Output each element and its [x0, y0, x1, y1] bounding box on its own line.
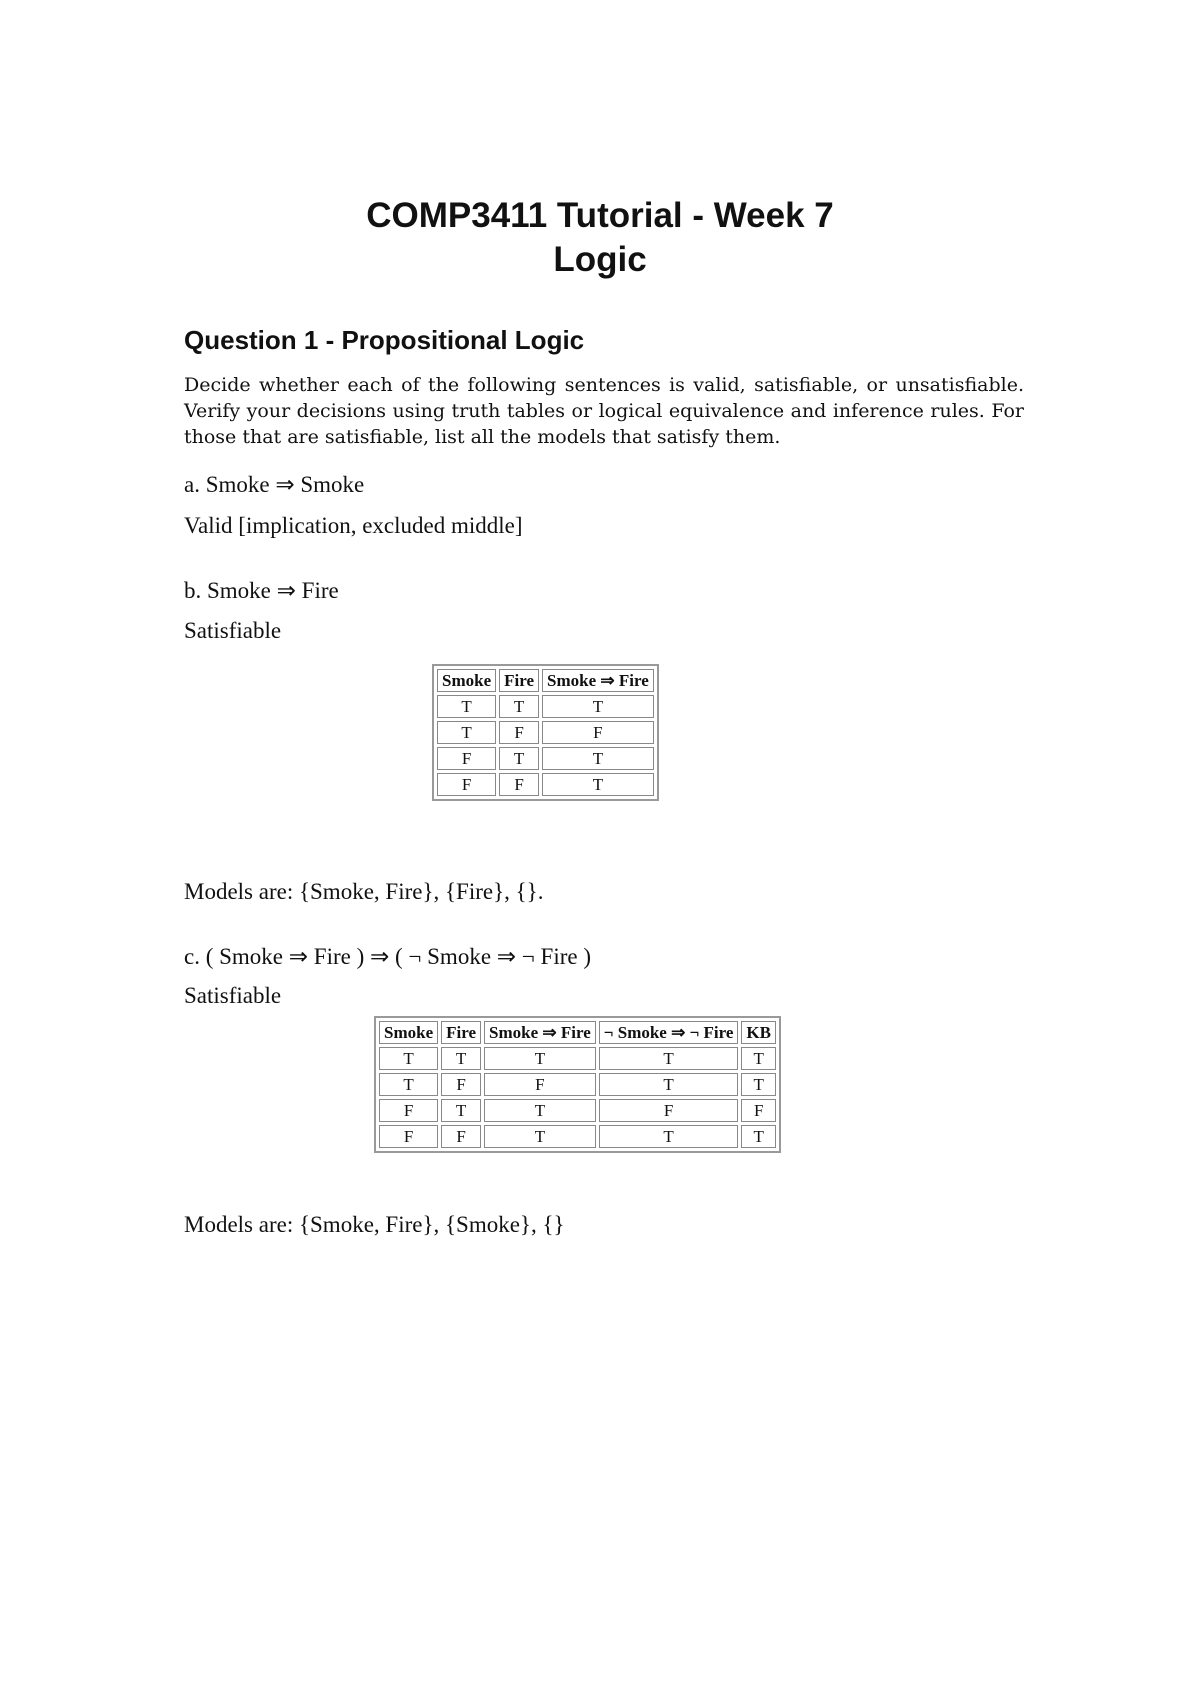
table-cell: T	[484, 1047, 596, 1070]
table-cell: T	[437, 695, 496, 718]
table-row	[379, 1047, 776, 1070]
page-subtitle: Logic	[553, 240, 647, 279]
table-header-cell: Smoke	[437, 669, 496, 692]
table-cell: T	[542, 773, 654, 796]
table-header-cell: Smoke ⇒ Fire	[484, 1021, 596, 1044]
table-cell: F	[484, 1073, 596, 1096]
table-cell: T	[499, 695, 539, 718]
table-cell: T	[542, 695, 654, 718]
truth-table-header-row	[379, 1021, 776, 1044]
table-cell: F	[599, 1099, 739, 1122]
table-cell: F	[499, 773, 539, 796]
table-cell: T	[441, 1047, 481, 1070]
table-cell: T	[599, 1125, 739, 1148]
table-cell: T	[437, 721, 496, 744]
part-c-models: Models are: {Smoke, Fire}, {Smoke}, {}	[184, 1212, 565, 1237]
table-cell: T	[484, 1099, 596, 1122]
part-b-sentence: b. Smoke ⇒ Fire	[184, 578, 339, 603]
table-cell: T	[542, 747, 654, 770]
table-row	[379, 1073, 776, 1096]
table-cell: T	[599, 1073, 739, 1096]
table-header-cell: Smoke ⇒ Fire	[542, 669, 654, 692]
table-cell: T	[379, 1047, 438, 1070]
table-cell: F	[542, 721, 654, 744]
table-row	[437, 721, 654, 744]
part-c-answer: Satisfiable	[184, 983, 282, 1008]
page-title: COMP3411 Tutorial - Week 7	[366, 196, 834, 235]
table-cell: T	[499, 747, 539, 770]
table-row	[437, 695, 654, 718]
table-header-cell: Smoke	[379, 1021, 438, 1044]
table-header-cell: ¬ Smoke ⇒ ¬ Fire	[599, 1021, 739, 1044]
table-cell: F	[499, 721, 539, 744]
table-cell: T	[599, 1047, 739, 1070]
table-row	[379, 1099, 776, 1122]
table-cell: F	[379, 1125, 438, 1148]
part-b-answer: Satisfiable	[184, 618, 282, 643]
table-cell: T	[741, 1125, 776, 1148]
table-cell: T	[484, 1125, 596, 1148]
table-cell: T	[441, 1099, 481, 1122]
table-cell: F	[441, 1073, 481, 1096]
table-cell: F	[437, 747, 496, 770]
question-1-instructions: Decide whether each of the following sentences is valid, satisfiable, or unsatisfiable. Verify your decisions using truth tables or logical equivalence and inference rules. For those that are satisfiable, list all the models that satisfy them.	[184, 374, 1024, 448]
table-header-cell: KB	[741, 1021, 776, 1044]
table-cell: T	[379, 1073, 438, 1096]
table-cell: F	[379, 1099, 438, 1122]
truth-table-c	[374, 1016, 781, 1153]
table-row	[379, 1125, 776, 1148]
table-cell: T	[741, 1047, 776, 1070]
table-header-cell: Fire	[499, 669, 539, 692]
part-a-answer: Valid [implication, excluded middle]	[184, 513, 523, 538]
part-b-models: Models are: {Smoke, Fire}, {Fire}, {}.	[184, 879, 544, 904]
table-cell: F	[441, 1125, 481, 1148]
table-cell: F	[437, 773, 496, 796]
truth-table-header-row	[437, 669, 654, 692]
question-1-heading: Question 1 - Propositional Logic	[184, 325, 585, 355]
table-row	[437, 773, 654, 796]
table-cell: F	[741, 1099, 776, 1122]
table-header-cell: Fire	[441, 1021, 481, 1044]
part-a-sentence: a. Smoke ⇒ Smoke	[184, 472, 365, 497]
table-row	[437, 747, 654, 770]
truth-table-b	[432, 664, 659, 801]
table-cell: T	[741, 1073, 776, 1096]
part-c-sentence: c. ( Smoke ⇒ Fire ) ⇒ ( ¬ Smoke ⇒ ¬ Fire )	[184, 944, 591, 969]
